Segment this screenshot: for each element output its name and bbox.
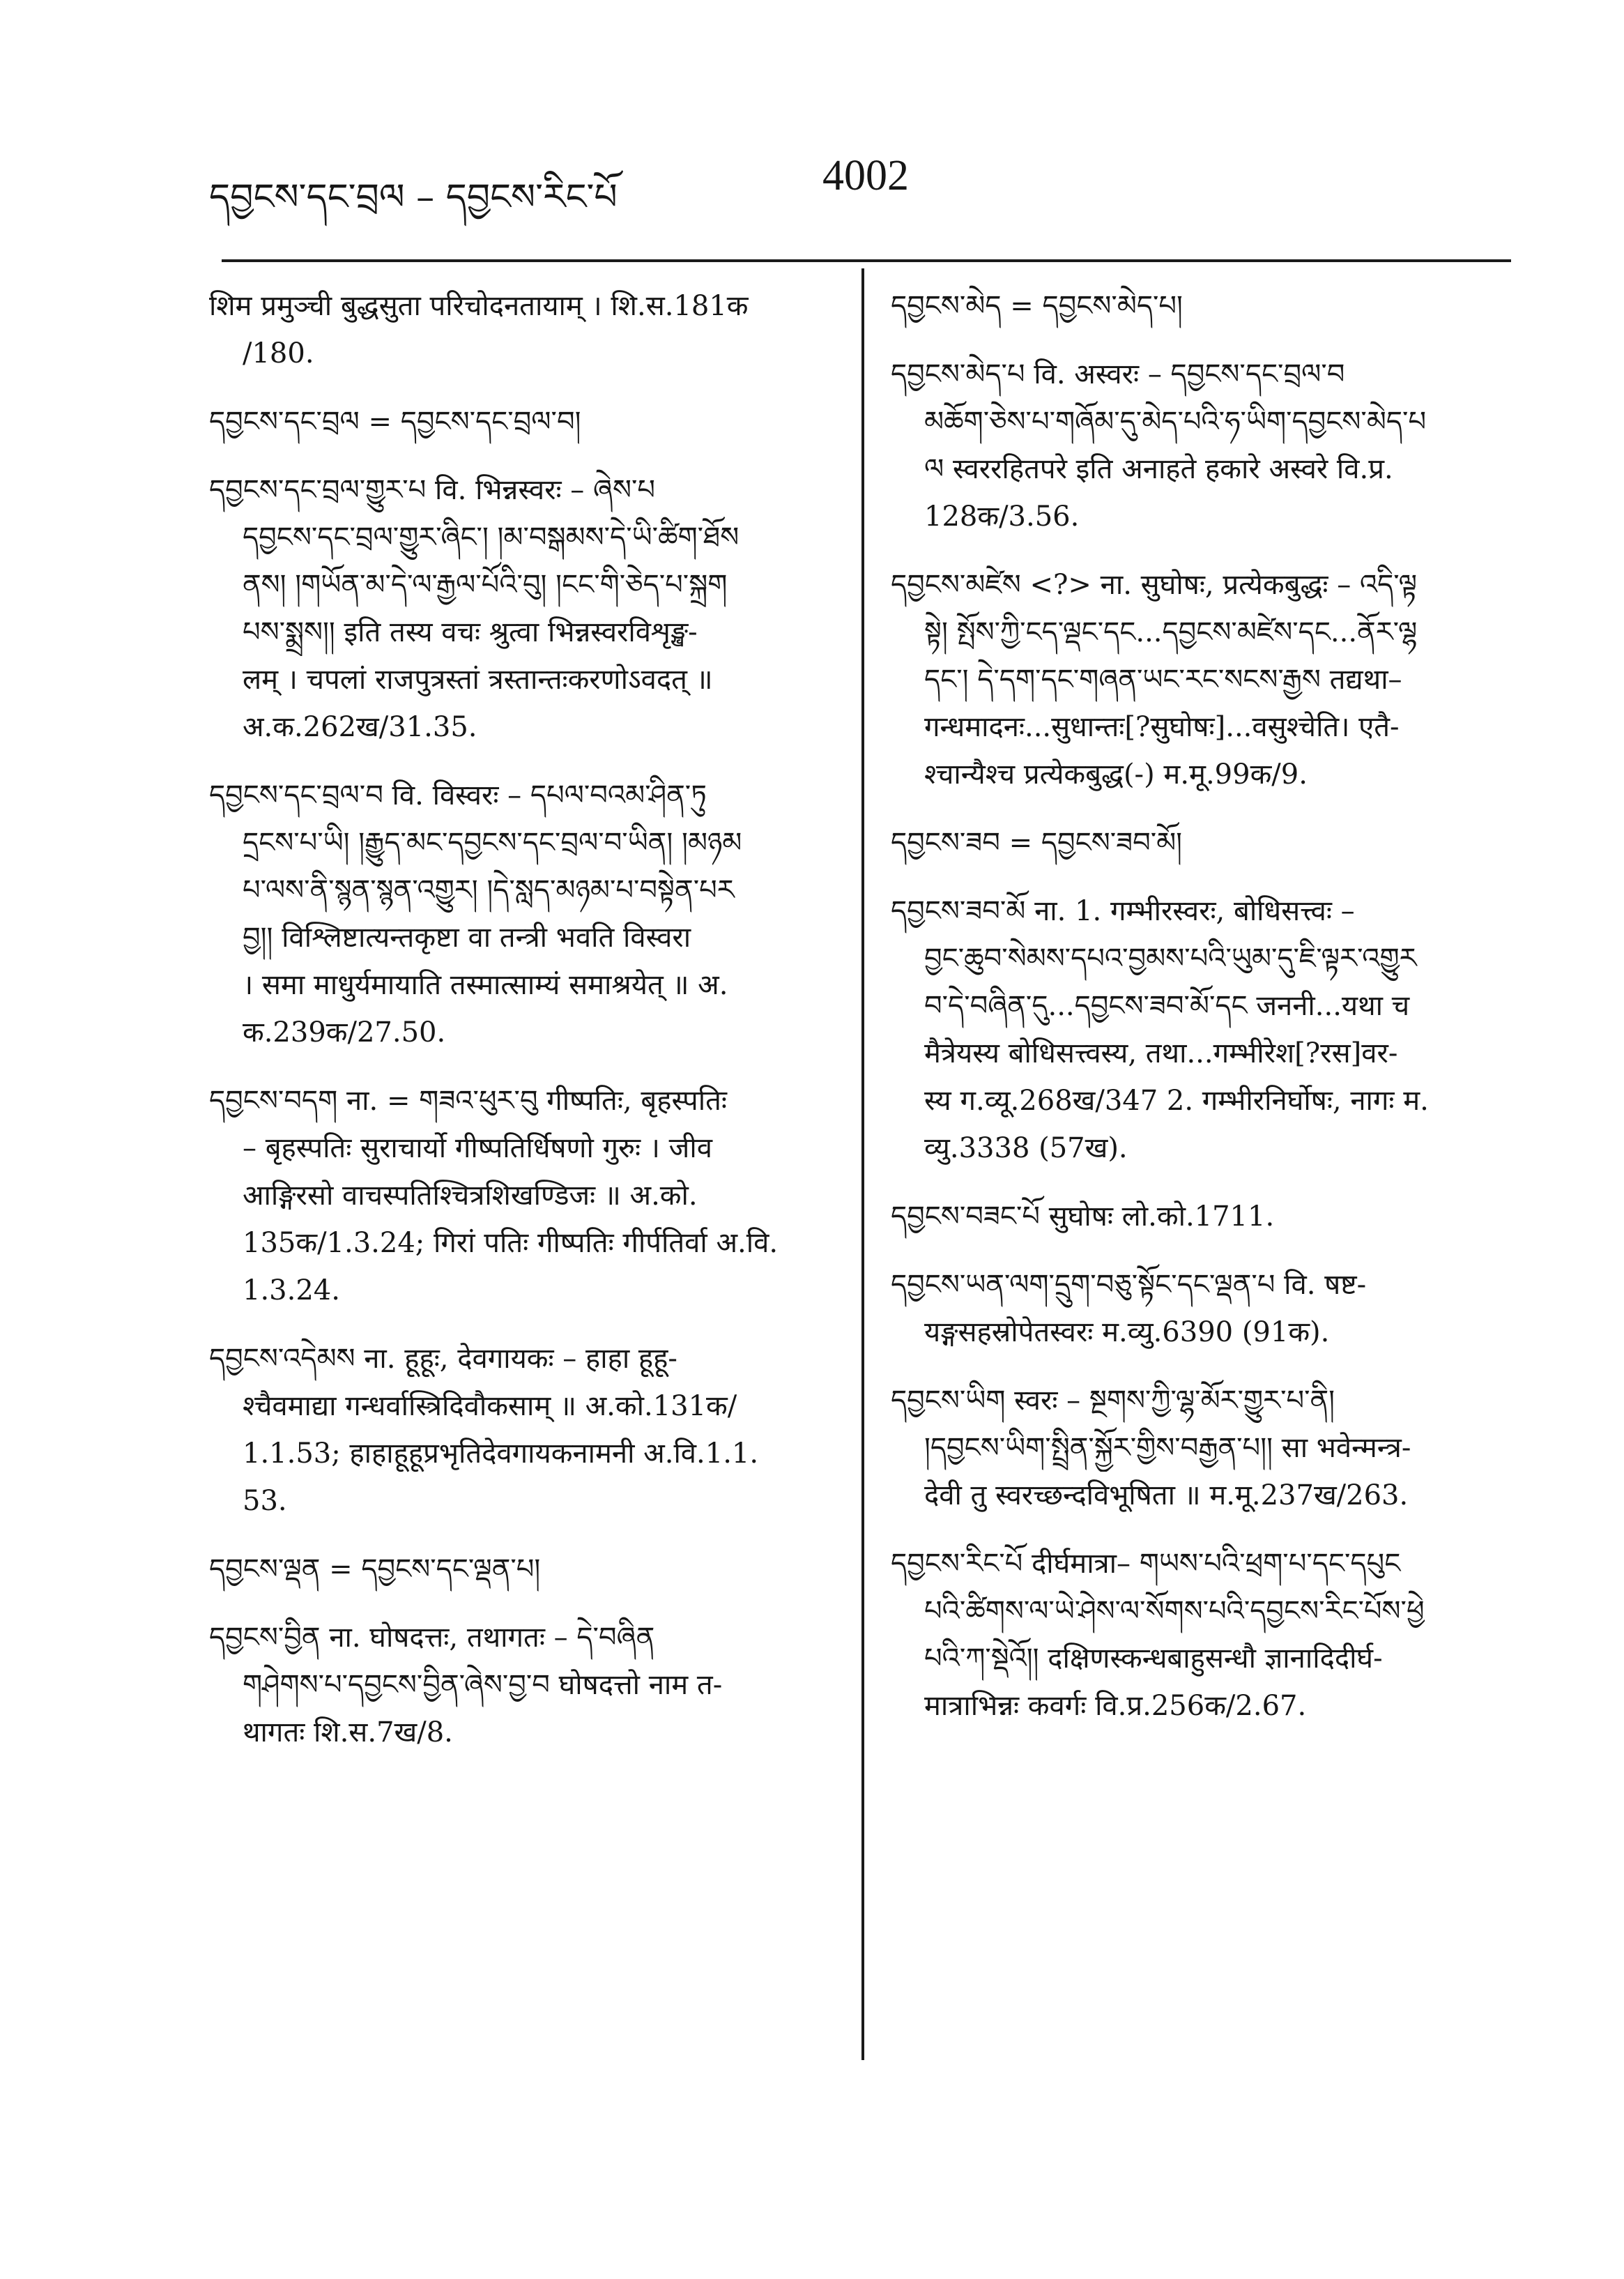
entry-line: 128क/3.56. [924, 501, 1080, 533]
entry-line: अ.क.262ख/31.35. [243, 711, 477, 743]
dictionary-entry [891, 1377, 1504, 1519]
entry-line: 1.3.24. [243, 1274, 340, 1306]
entry-line: 53. [243, 1485, 287, 1517]
dictionary-entry [891, 282, 1504, 330]
left-column [209, 282, 836, 1777]
entry-line: लम् । चपलां राजपुत्रस्तां त्रस्तान्तःकरणोऽवदत् ॥ [243, 664, 713, 696]
entry-line: । समा माधुर्यमायाति तस्मात्साम्यं समाश्रयेत् ॥ अ. [243, 969, 728, 1001]
dictionary-entry [891, 1540, 1504, 1730]
column-divider [861, 268, 864, 2060]
entry-headline: དབྱངས་ལྡན = དབྱངས་དང་ལྡན་པ། [209, 1553, 541, 1585]
entry-headline: དབྱངས་མེད་པ वि. अस्वरः – དབྱངས་དང་བྲལ་བ [891, 358, 1345, 390]
entry-headline: དབྱངས་བྱིན ना. घोषदत्तः, तथागतः – དེ་བཞིན [209, 1622, 655, 1654]
dictionary-entry [891, 887, 1504, 1172]
dictionary-entry [209, 1335, 836, 1525]
entry-line: །དབྱངས་ཡིག་སྤྲིན་སྐྱོར་གྱིས་བརྒྱན་པ།། सा भवेन्मन्त्र- [924, 1432, 1411, 1464]
entry-headline: དབྱངས་འདེམས ना. हूहूः, देवगायकः – हाहा हूहू- [209, 1343, 677, 1375]
entry-headline: དབྱངས་ཟབ = དབྱངས་ཟབ་མོ། [891, 827, 1183, 859]
entry-line: थागतः शि.स.7ख/8. [243, 1716, 453, 1748]
page-header [209, 152, 1499, 218]
entry-line: गन्धमादनः...सुधान्तः[?सुघोषः]...वसुश्चेति। एतै- [924, 711, 1400, 743]
dictionary-entry [209, 398, 836, 445]
entry-line: श्चान्यैश्च प्रत्येकबुद्ध(-) म.मू.99क/9. [924, 759, 1308, 791]
dictionary-entry [209, 1077, 836, 1314]
entry-line: /180. [243, 337, 314, 369]
dictionary-entry [891, 819, 1504, 867]
entry-headline: དབྱངས་ཡིག स्वरः – སྔགས་ཀྱི་ལྷ་མོར་གྱུར་པ་ནི། [891, 1385, 1335, 1417]
dictionary-entry [209, 1614, 836, 1756]
entry-line: 135क/1.3.24; गिरां पतिः गीष्पतिः गीर्पतिर्वा अ.वि. [243, 1227, 779, 1259]
dictionary-entry [209, 282, 836, 377]
page-number: 4002 [822, 152, 909, 199]
entry-line: 1.1.53; हाहाहूहूप्रभृतिदेवगायकनामनी अ.वि.1.1. [243, 1438, 759, 1470]
running-head: དབྱངས་དང་བྲལ – དབྱངས་རིང་པོ [209, 176, 618, 218]
entry-line: དབྱངས་དང་བྲལ་གྱུར་ཞིང་། །མ་བསྒམས་དེ་ཡི་ཚིག་ཐོས [243, 521, 740, 554]
entry-line: བྱ།། विश्लिष्टात्यन्तकृष्टा वा तन्त्री भवति विस्वरा [243, 922, 691, 954]
entry-line: པའི་ཀ་སྡེའོ།། दक्षिणस्कन्धबाहुसन्धौ ज्ञानादिदीर्घ- [924, 1642, 1383, 1675]
entry-line: क.239क/27.50. [243, 1016, 446, 1049]
entry-line: व्यु.3338 (57ख). [924, 1132, 1128, 1164]
entry-headline: དབྱངས་ཟབ་མོ ना. 1. गम्भीरस्वरः, बोधिसत्त्वः – [891, 895, 1355, 927]
entry-line: स्य ग.व्यू.268ख/347 2. गम्भीरनिर्घोषः, नागः म. [924, 1085, 1429, 1117]
header-rule [222, 259, 1511, 262]
entry-line: པ་ལས་ནི་སྙན་སྙན་འགྱུར། །དེ་སླད་མཉམ་པ་བསྟེན་པར [243, 874, 735, 906]
entry-line: པས་སྨྲས།། इति तस्य वचः श्रुत्वा भिन्नस्वरविशृङ्ख- [243, 616, 698, 648]
entry-line: གཤེགས་པ་དབྱངས་བྱིན་ཞེས་བྱ་བ घोषदत्तो नाम त- [243, 1669, 723, 1701]
entry-line: श्चैवमाद्या गन्धर्वास्त्रिदिवौकसाम् ॥ अ.को.131क/ [243, 1390, 737, 1422]
entry-headline: དབྱངས་བཟང་པོ सुघोषः लो.को.1711. [891, 1201, 1275, 1233]
entry-line: མཆོག་ཅེས་པ་གཞོམ་དུ་མེད་པའི་ཧ་ཡིག་དབྱངས་མེད་པ [924, 406, 1427, 438]
entry-line: དང་། དེ་དག་དང་གཞན་ཡང་རང་སངས་རྒྱས तद्यथा– [924, 664, 1402, 696]
entry-headline: དབྱངས་བདག ना. = གཟའ་ཕུར་བུ गीष्पतिः, बृहस्पतिः [209, 1085, 727, 1117]
entry-line: པའི་ཚིགས་ལ་ཡེ་ཤེས་ལ་སོགས་པའི་དབྱངས་རིང་པོས་ཕྱེ [924, 1595, 1425, 1627]
dictionary-entry [891, 1193, 1504, 1240]
entry-headline: དབྱངས་དང་བྲལ = དབྱངས་དང་བྲལ་བ། [209, 406, 581, 438]
entry-headline: དབྱངས་མེད = དབྱངས་མེད་པ། [891, 290, 1183, 322]
entry-line: – बृहस्पतिः सुराचार्यो गीष्पतिर्धिषणो गुरुः । जीव [243, 1132, 712, 1164]
dictionary-entry [209, 466, 836, 751]
entry-line: སྟེ། སྤོས་ཀྱི་ངད་ལྡང་དང...དབྱངས་མཛེས་དང...ནོར་ལྷ [924, 616, 1418, 648]
dictionary-entry [209, 1546, 836, 1593]
dictionary-entry [891, 561, 1504, 798]
entry-headline: དབྱངས་དང་བྲལ་བ वि. विस्वरः – དཔལ་བའམ་ཤིན་ཏུ [209, 779, 707, 811]
entry-headline: དབྱངས་མཛེས <?> ना. सुघोषः, प्रत्येकबुद्धः – འདི་ལྟ [891, 569, 1418, 601]
entry-line: आङ्गिरसो वाचस्पतिश्चित्रशिखण्डिजः ॥ अ.को. [243, 1180, 698, 1212]
entry-line: ལ स्वररहितपरे इति अनाहते हकारे अस्वरे वि.प्र. [924, 453, 1393, 485]
entry-line: मैत्रेयस्य बोधिसत्त्वस्य, तथा...गम्भीरेश[?रस]वर- [924, 1037, 1398, 1069]
entry-line: यङ्गसहस्रोपेतस्वरः म.व्यु.6390 (91क). [924, 1316, 1330, 1348]
entry-line: བྱང་ཆུབ་སེམས་དཔའ་བྱམས་པའི་ཡུམ་དུ་ཇི་ལྟར་འགྱུར [924, 943, 1417, 975]
dictionary-entry [891, 1261, 1504, 1356]
entry-headline: शिम प्रमुञ्ची बुद्धसुता परिचोदनतायाम् । शि.स.181क [209, 290, 749, 322]
entry-line: བ་དེ་བཞིན་དུ...དབྱངས་ཟབ་མོ་དང जननी...यथा च [924, 990, 1410, 1022]
entry-line: देवी तु स्वरच्छन्दविभूषिता ॥ म.मू.237ख/263. [924, 1479, 1409, 1511]
entry-line: मात्राभिन्नः कवर्गः वि.प्र.256क/2.67. [924, 1690, 1307, 1722]
dictionary-entry [209, 772, 836, 1056]
entry-line: དྲངས་པ་ཡི། །རྒྱུད་མང་དབྱངས་དང་བྲལ་བ་ཡིན། །མཉམ [243, 827, 742, 859]
right-column [891, 282, 1504, 1751]
entry-headline: དབྱངས་རིང་པོ दीर्घमात्रा– གཡས་པའི་ཕྲག་པ་དང་དཔུང [891, 1548, 1401, 1580]
dictionary-entry [891, 351, 1504, 540]
entry-line: ནས། །གཡོན་མ་དེ་ལ་རྒྱལ་པོའི་བུ། །ངང་གི་ཅེད་པ་སྐྲག [243, 569, 728, 601]
entry-headline: དབྱངས་དང་བྲལ་གྱུར་པ वि. भिन्नस्वरः – ཞེས་པ [209, 474, 656, 506]
entry-headline: དབྱངས་ཡན་ལག་དྲུག་བཅུ་སྟོང་དང་ལྡན་པ वि. षष्ट- [891, 1269, 1367, 1301]
